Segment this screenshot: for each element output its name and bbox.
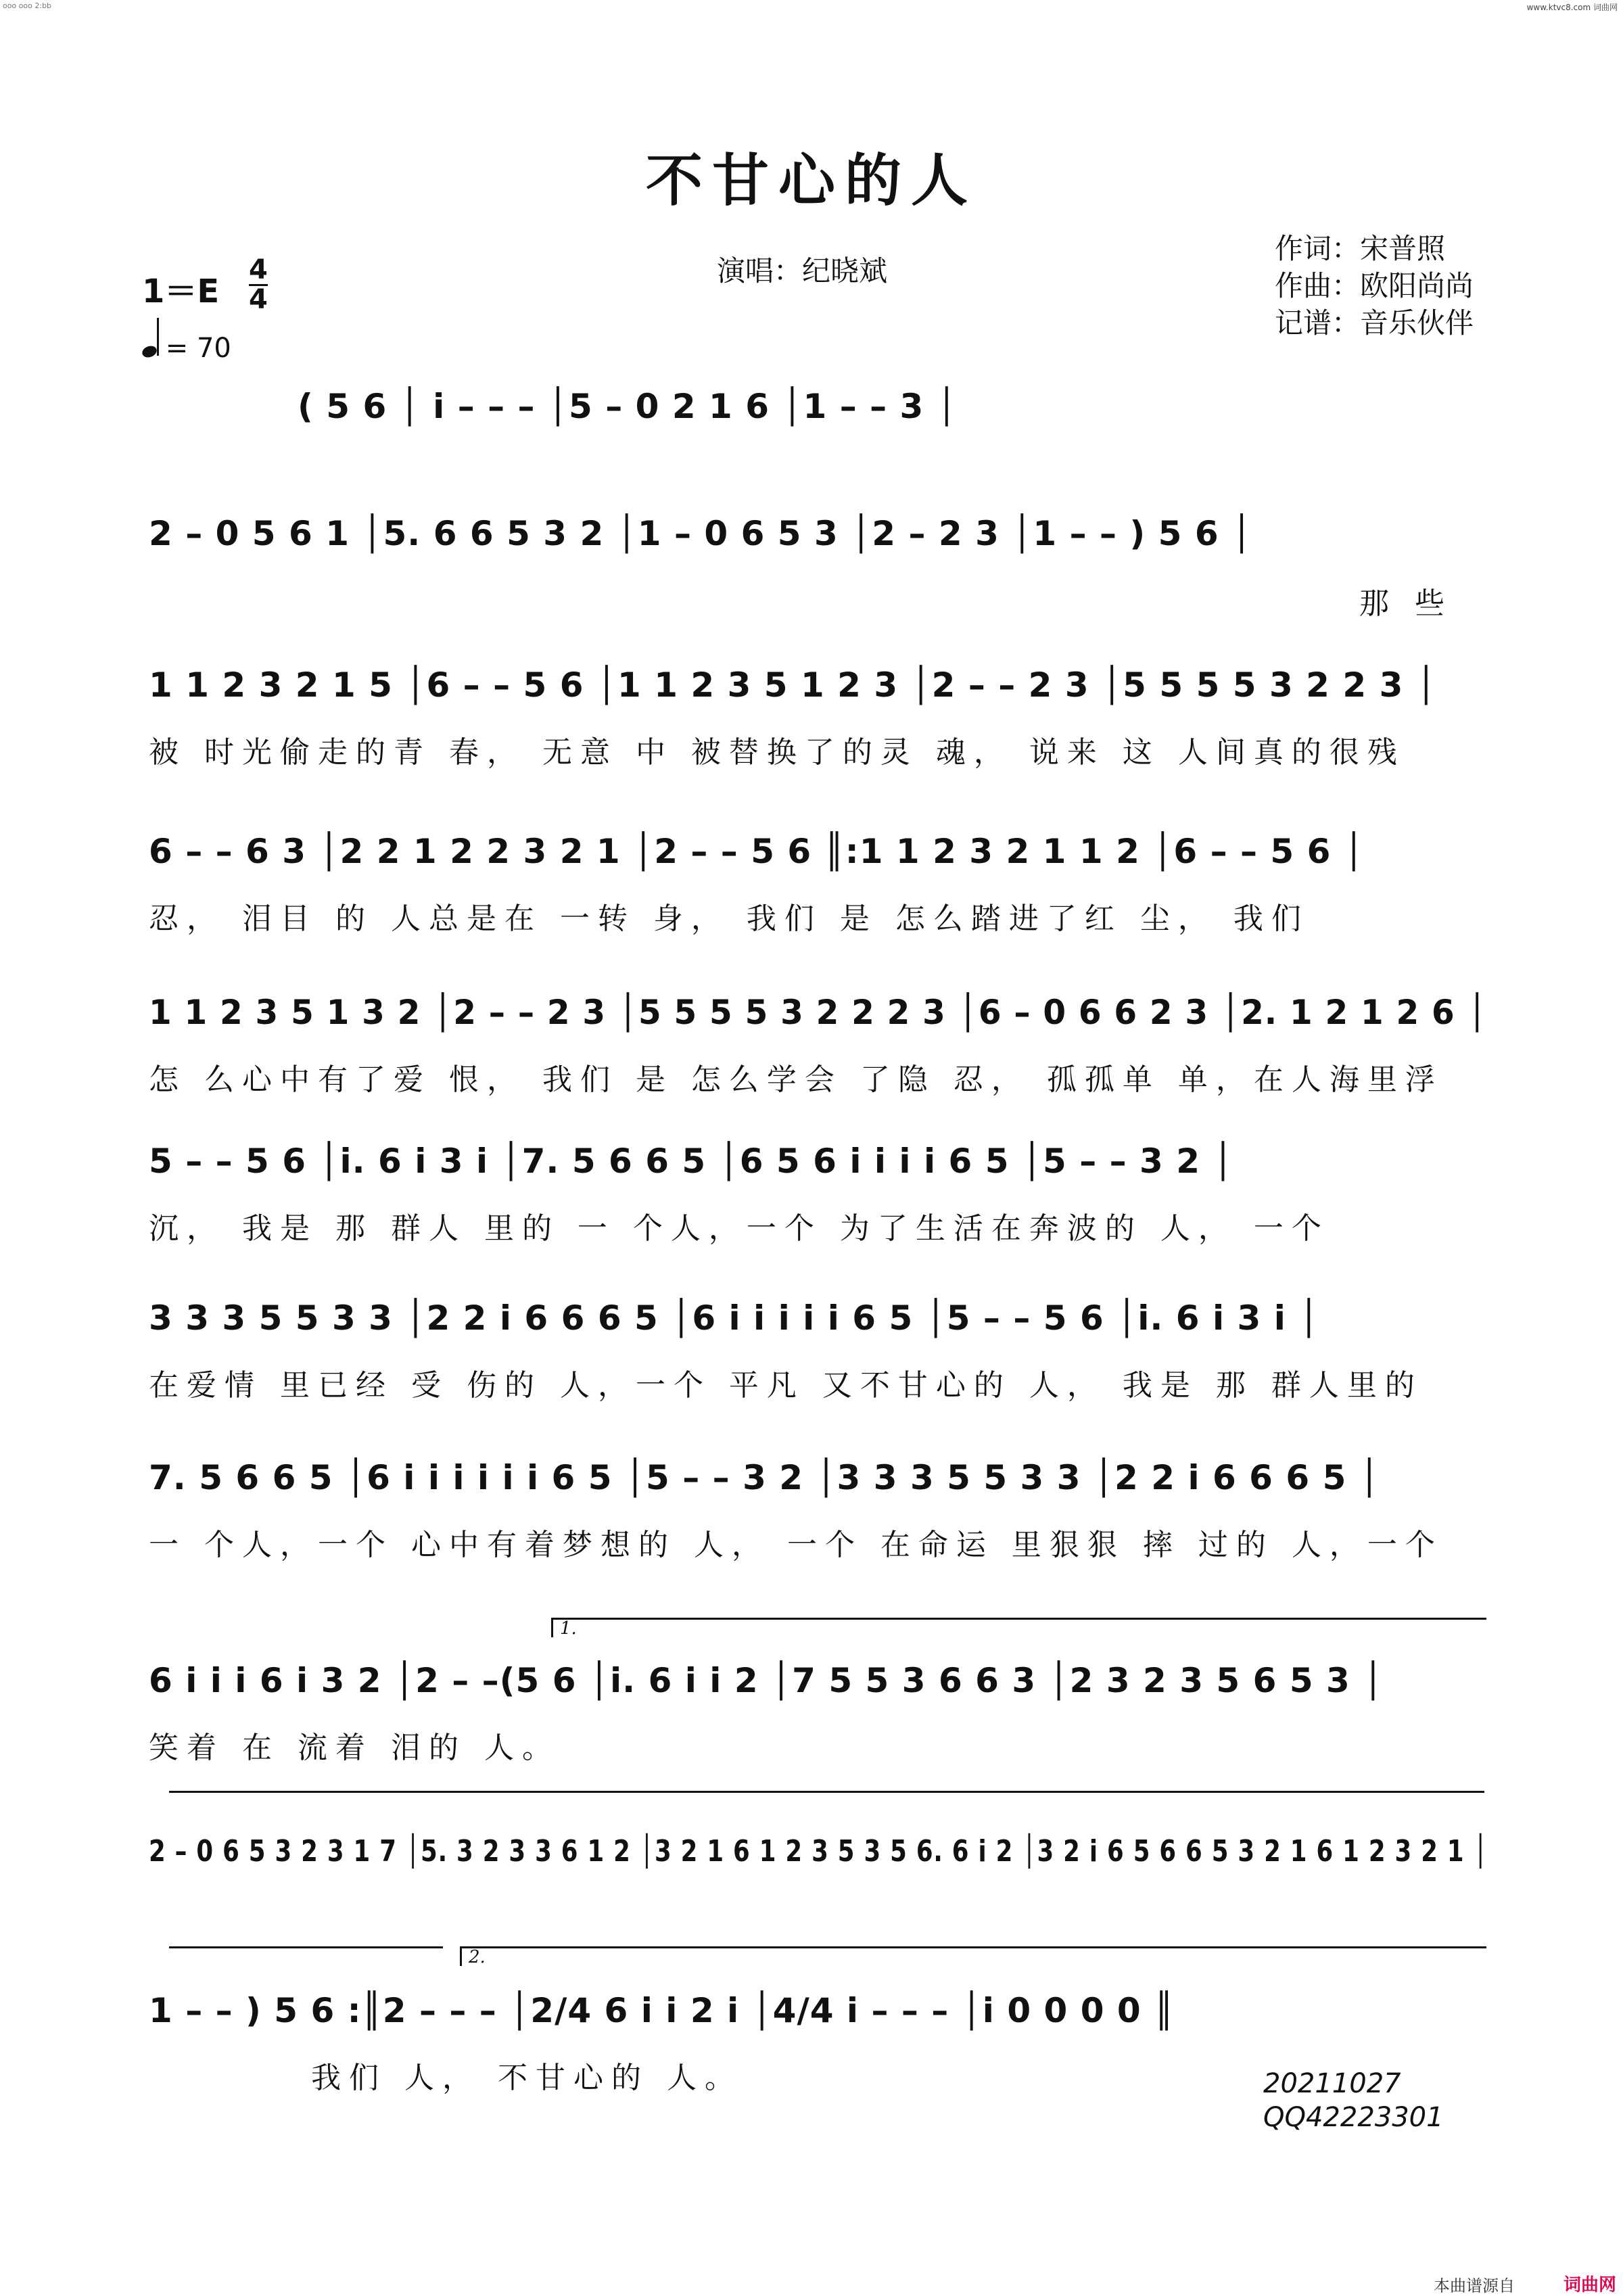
- time-signature-top: 4: [249, 254, 268, 285]
- quarter-note-icon: [141, 344, 158, 360]
- top-right-site-text: www.ktvc8.com 词曲网: [1526, 3, 1618, 12]
- key-signature: 1＝E: [142, 273, 220, 310]
- lyrics-line-3: 被 时光偷走的青 春， 无意 中 被替换了的灵 魂， 说来 这 人间真的很残: [149, 735, 1405, 770]
- lyrics-line-6: 沉， 我是 那 群人 里的 一 个人，一个 为了生活在奔波的 人， 一个: [149, 1211, 1330, 1246]
- transcription-date: 20211027: [1263, 2068, 1401, 2099]
- notation-line-4: 6 – – 6 3 │2 2 1 2 2 3 2 1 │2 – – 5 6 ║:1 1 2 3 2 1 1 2 │6 – – 5 6 │: [149, 832, 1365, 871]
- lyrics-line-8: 一 个人，一个 心中有着梦想的 人， 一个 在命运 里狠狠 摔 过的 人，一个: [149, 1528, 1443, 1562]
- ending-divider-line: [169, 1791, 1484, 1793]
- song-title: 不甘心的人: [645, 147, 977, 214]
- notation-line-6: 5 – – 5 6 │i. 6 i 3 i │7. 5 6 6 5 │6 5 6 i i i i 6 5 │5 – – 3 2 │: [149, 1142, 1234, 1181]
- notation-line-1: ( 5 6 │ i – – – │5 – 0 2 1 6 │1 – – 3 │: [298, 387, 958, 426]
- lyricist-credit: 作词：宋普照: [1275, 232, 1446, 265]
- qq-number: QQ42223301: [1263, 2102, 1444, 2133]
- singer-credit: 演唱：纪晓斌: [717, 254, 888, 287]
- notation-line-5: 1 1 2 3 5 1 3 2 │2 – – 2 3 │5 5 5 5 3 2 2 2 3 │6 – 0 6 6 2 3 │2. 1 2 1 2 6 │: [149, 993, 1488, 1032]
- first-ending-continuation-line: [169, 1946, 443, 1948]
- notation-line-11: 1 – – ) 5 6 :║2 – – – │2/4 6 i i 2 i │4/4 i – – – │i 0 0 0 0 ║: [149, 1991, 1175, 2030]
- lyrics-line-4: 忍， 泪目 的 人总是在 一转 身， 我们 是 怎么踏进了红 尘， 我们: [149, 901, 1309, 936]
- notation-line-2: 2 – 0 5 6 1 │5. 6 6 5 3 2 │1 – 0 6 5 3 │2 – 2 3 │1 – – ) 5 6 │: [149, 514, 1253, 553]
- tempo-value: = 70: [165, 333, 231, 364]
- lyrics-line-9: 笑着 在 流着 泪的 人。: [149, 1731, 560, 1765]
- first-ending-bracket: [551, 1618, 1486, 1637]
- transcriber-credit: 记谱：音乐伙伴: [1275, 306, 1474, 339]
- notation-line-8: 7. 5 6 6 5 │6 i i i i i i 6 5 │5 – – 3 2 │3 3 3 5 5 3 3 │2 2 i 6 6 6 5 │: [149, 1458, 1380, 1497]
- second-ending-bracket: [460, 1946, 1486, 1966]
- top-left-small-text: ooo ooo 2:bb: [3, 1, 52, 10]
- time-signature: [249, 256, 268, 313]
- lyrics-line-5: 怎 么心中有了爱 恨， 我们 是 怎么学会 了隐 忍， 孤孤单 单，在人海里浮: [149, 1062, 1443, 1097]
- tempo-marking: [142, 333, 231, 364]
- footer-site-logo[interactable]: 词曲网: [1563, 2275, 1617, 2295]
- notation-line-3: 1 1 2 3 2 1 5 │6 – – 5 6 │1 1 2 3 5 1 2 3 │2 – – 2 3 │5 5 5 5 3 2 2 3 │: [149, 665, 1437, 705]
- lyrics-line-2: 那 些: [1359, 586, 1453, 621]
- notation-line-10: 2 – 0 6 5 3 2 3 1 7 │5. 3 2 3 3 6 1 2 │3 2 1 6 1 2 3 5 3 5 6. 6 i 2 │3 2 i 6 5 6 6 5 3 2 1 6 1 2 3 2 1 │: [149, 1834, 1488, 1869]
- lyrics-line-7: 在爱情 里已经 受 伤的 人，一个 平凡 又不甘心的 人， 我是 那 群人里的: [149, 1368, 1423, 1403]
- composer-credit: 作曲：欧阳尚尚: [1275, 269, 1474, 302]
- time-signature-bottom: 4: [249, 284, 268, 315]
- notation-line-9: 6 i i i 6 i 3 2 │2 – –(5 6 │i. 6 i i 2 │7 5 5 3 6 6 3 │2 3 2 3 5 6 5 3 │: [149, 1661, 1384, 1700]
- second-ending-label: 2.: [469, 1947, 486, 1967]
- lyrics-line-11: 我们 人， 不甘心的 人。: [311, 2061, 743, 2095]
- footer-source-text: 本曲谱源自: [1434, 2276, 1515, 2295]
- first-ending-label: 1.: [560, 1618, 577, 1639]
- notation-line-7: 3 3 3 5 5 3 3 │2 2 i 6 6 6 5 │6 i i i i i 6 5 │5 – – 5 6 │i. 6 i 3 i │: [149, 1298, 1320, 1338]
